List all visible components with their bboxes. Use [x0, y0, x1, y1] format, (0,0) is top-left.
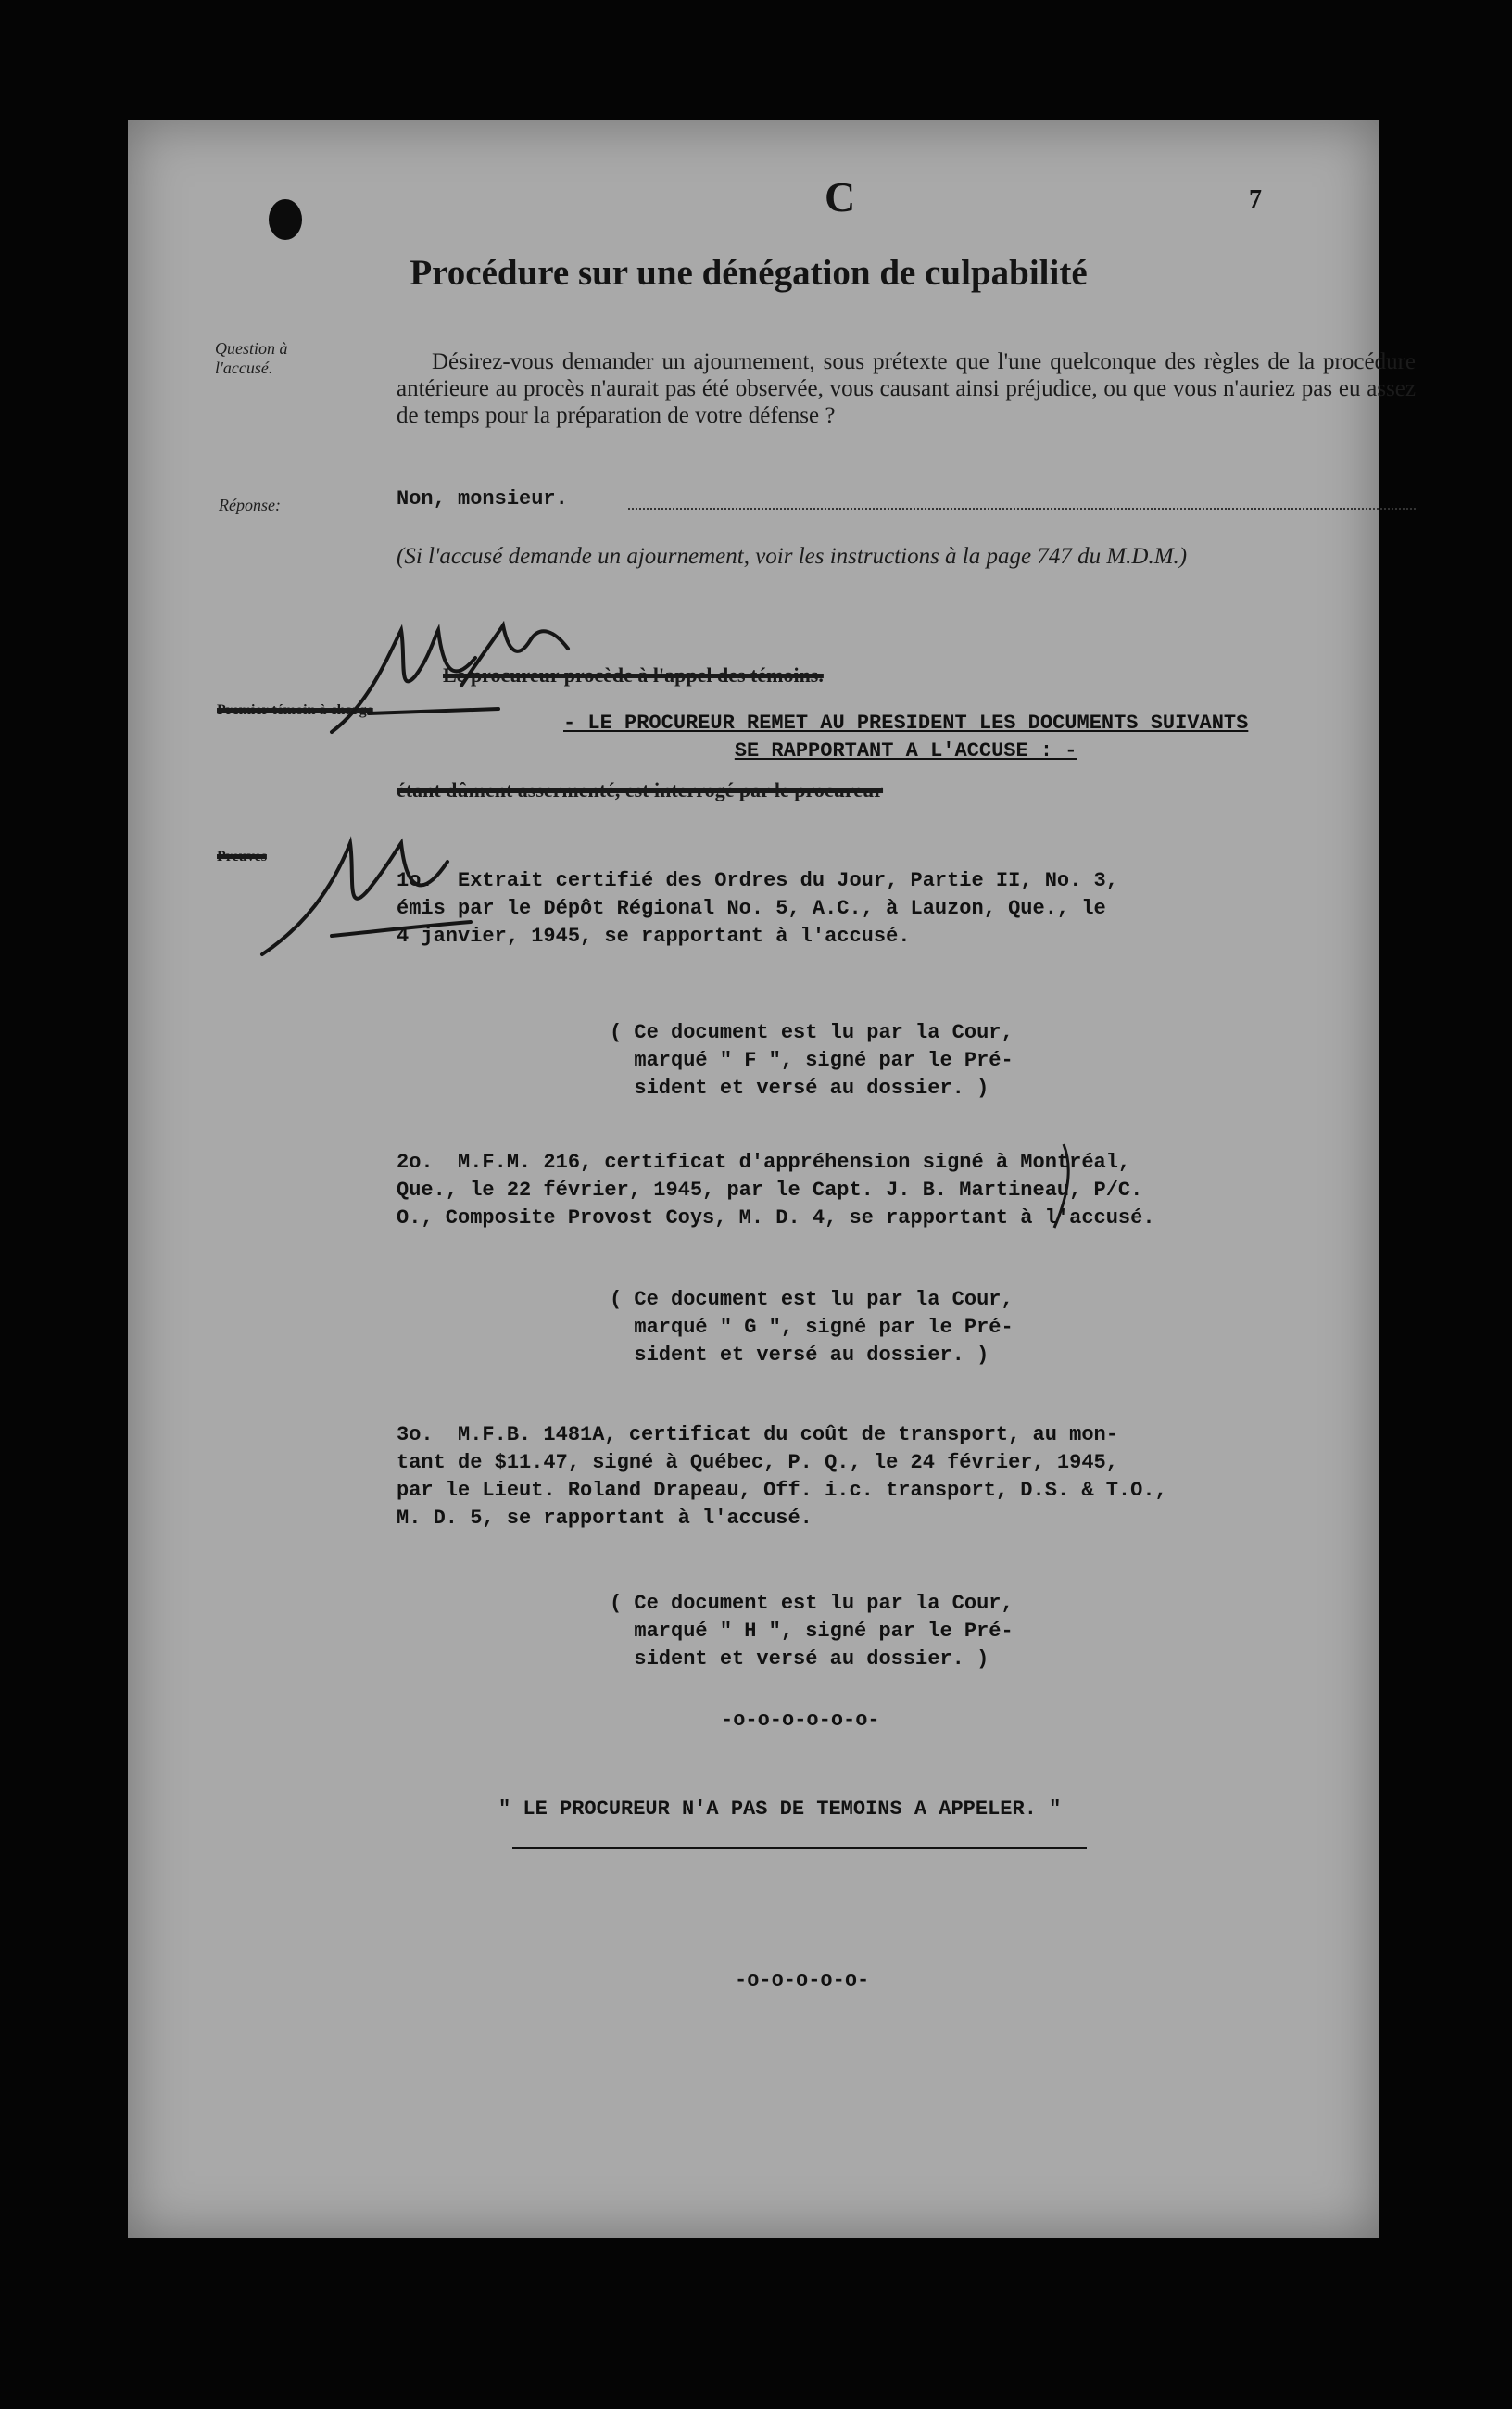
- closing-notice: " LE PROCUREUR N'A PAS DE TEMOINS A APPELER. ": [498, 1797, 1062, 1821]
- question-text: Désirez-vous demander un ajournement, sous prétexte que l'une quelconque des règles de la procédure antérieure au procès n'aurait pas été observée, vous causant ainsi préjudice, ou que vous n'auriez pas eu assez de temps pour la préparation de votre défense ?: [397, 349, 1416, 428]
- document-item-1: 1o. Extrait certifié des Ordres du Jour, Partie II, No. 3, émis par le Dépôt Régional No. 5, A.C., à Lauzon, Que., le 4 janvier, 1945, se rapportant à l'accusé.: [397, 869, 1118, 948]
- document-note-2: ( Ce document est lu par la Cour, marqué " G ", signé par le Pré- sident et versé au dossier. ): [610, 1288, 1014, 1367]
- answer-text: Non, monsieur.: [397, 487, 568, 511]
- prosecutor-statement: [563, 710, 1248, 765]
- adjournment-instruction: (Si l'accusé demande un ajournement, voir les instructions à la page 747 du M.D.M.): [397, 544, 1188, 569]
- struck-line-witness-call: Le procureur procède à l'appel des témoins.: [443, 663, 824, 687]
- document-item-2: 2o. M.F.M. 216, certificat d'appréhension signé à Montréal, Que., le 22 février, 1945, par le Capt. J. B. Martineau, P/C. O., Composite Provost Coys, M. D. 4, se rapportant à l'accusé.: [397, 1151, 1155, 1230]
- document-note-1: ( Ce document est lu par la Cour, marqué " F ", signé par le Pré- sident et versé au dossier. ): [610, 1021, 1014, 1100]
- document-item-3: 3o. M.F.B. 1481A, certificat du coût de transport, au mon- tant de $11.47, signé à Québec, P. Q., le 24 février, 1945, par le Lieut. Roland Drapeau, Off. i.c. transport, D.S. & T.O., M. D. 5, se rapportant à l'accusé.: [397, 1423, 1167, 1530]
- page-number: 7: [1249, 185, 1262, 214]
- handwritten-initials-2: [248, 834, 489, 964]
- punch-hole: [269, 199, 302, 240]
- page-title: Procédure sur une dénégation de culpabilité: [410, 253, 1088, 293]
- struck-line-sworn: étant dûment assermenté, est interrogé par le procureur: [397, 778, 884, 801]
- struck-margin-first-witness: Premier témoin à charge: [217, 702, 373, 718]
- answer-dotted-line: [628, 508, 1416, 510]
- section-letter: C: [825, 173, 856, 221]
- prosecutor-statement-line2: SE RAPPORTANT A L'ACCUSE : -: [734, 739, 1077, 763]
- separator-2: -o-o-o-o-o-: [735, 1969, 870, 1992]
- margin-note-question: Question à l'accusé.: [215, 339, 288, 377]
- closing-rule: [512, 1847, 1087, 1849]
- struck-margin-evidence: Preuves: [217, 849, 267, 864]
- document-page: [128, 120, 1416, 2238]
- prosecutor-statement-line1: - LE PROCUREUR REMET AU PRESIDENT LES DOCUMENTS SUIVANTS: [563, 712, 1249, 735]
- handwritten-mark-top: [452, 621, 582, 695]
- document-note-3: ( Ce document est lu par la Cour, marqué " H ", signé par le Pré- sident et versé au dossier. ): [610, 1592, 1014, 1671]
- separator-1: -o-o-o-o-o-o-: [721, 1709, 880, 1732]
- handwritten-stroke: [1036, 1140, 1091, 1232]
- margin-note-response: Réponse:: [219, 496, 281, 514]
